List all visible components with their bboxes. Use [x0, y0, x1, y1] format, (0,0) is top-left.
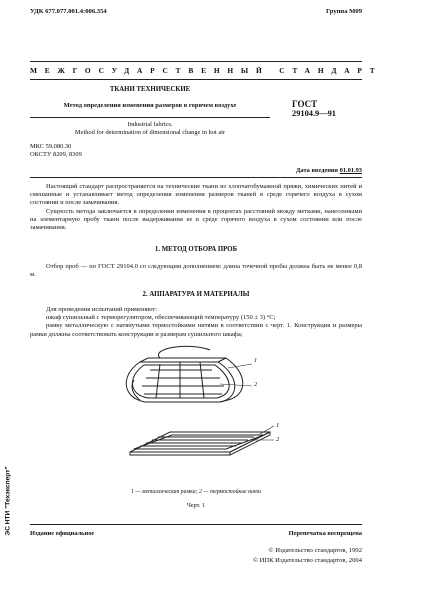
official-edition: Издание официальное	[30, 530, 95, 537]
curved-frame	[126, 346, 242, 402]
udk-code: УДК 677.077.001.4:006.354	[30, 8, 107, 15]
figure-label-2-bottom: 2	[276, 436, 280, 443]
top-rule	[30, 61, 362, 62]
section-2-item-oven: шкаф сушильный с терморегулятором, обеспечивающий температуру (150 ± 3) °С;	[46, 314, 276, 322]
section-2-intro: Для проведения испытаний применяют:	[46, 306, 158, 313]
intro-date-value: 01.01.93	[339, 167, 362, 174]
section-1-title: 1. МЕТОД ОТБОРА ПРОБ	[154, 246, 238, 253]
section-1-paragraph: Отбор проб — по ГОСТ 29104.0 со следующим дополнением: длина точечной пробы должна быть не менее 0,8 м.	[30, 263, 362, 279]
title-en-sub: Method for determination of dimensional change in hot air	[74, 129, 226, 136]
figure-number: Черт. 1	[186, 502, 206, 509]
gost-label: ГОСТ	[292, 99, 318, 109]
figure-label-1-bottom: 1	[276, 422, 280, 429]
section-1-text	[30, 263, 362, 279]
title-en-main: Industrial fabrics.	[127, 121, 173, 128]
standard-banner: МЕЖГОСУДАРСТВЕННЫЙ СТАНДАРТ	[30, 66, 383, 75]
intro-date-label: Дата введения	[296, 167, 339, 174]
flat-frame	[130, 432, 270, 455]
banner-rule	[30, 79, 362, 80]
intro-paragraph-2: Сущность метода заключается в определении изменения в процентах расстояний между метками, нанесенными на элементарную пробу ткани после выдерживания ее в среде горячего воздуха в сухом состоянии или после замачивания.	[30, 207, 362, 232]
section-2-item-frame: рамку металлическую с натянутыми термостойкими нитями в соответствии с черт. 1. Конструкция и размеры рамки должны соответствовать конструкции и размерам сушильного шкафа;	[30, 322, 362, 338]
gost-number: 29104.9—91	[292, 109, 336, 118]
copyright-2004: © ИПК Издательство стандартов, 2004	[252, 557, 362, 564]
title-divider	[30, 117, 270, 118]
figure-caption: 1 — металлическая рамка; 2 — термостойкие нити	[130, 489, 261, 495]
figure-label-1-top: 1	[254, 357, 258, 364]
title-ru-sub: Метод определения изменения размеров в горячем воздухе	[63, 102, 237, 109]
group-code: Группа М09	[325, 8, 362, 15]
figure-label-2-top: 2	[254, 381, 258, 388]
copyright-1992: © Издательство стандартов, 1992	[268, 547, 362, 554]
footer-rule	[30, 524, 362, 525]
side-stamp: ЭС НТИ "Техэксперт"	[4, 466, 12, 536]
figure-frame-drawing	[100, 340, 300, 480]
section-2-text	[30, 306, 362, 339]
intro-rule	[30, 177, 362, 178]
section-2-title: 2. АППАРАТУРА И МАТЕРИАЛЫ	[142, 291, 250, 298]
intro-text	[30, 183, 362, 232]
intro-date	[296, 167, 362, 175]
okstu-code: ОКСТУ 8209, 8309	[30, 151, 82, 158]
reprint-prohibited: Перепечатка воспрещена	[288, 530, 362, 537]
mks-code: МКС 59.080.30	[30, 143, 72, 150]
intro-paragraph-1: Настоящий стандарт распространяется на технические ткани из хлопчатобумажной пряжи, химических нитей и смешанные и устанавливает метод определения изменения размеров тканей в среде горячего воздуха в сухом состоянии и после замачивания.	[30, 183, 362, 207]
title-ru-main: ТКАНИ ТЕХНИЧЕСКИЕ	[109, 86, 191, 93]
